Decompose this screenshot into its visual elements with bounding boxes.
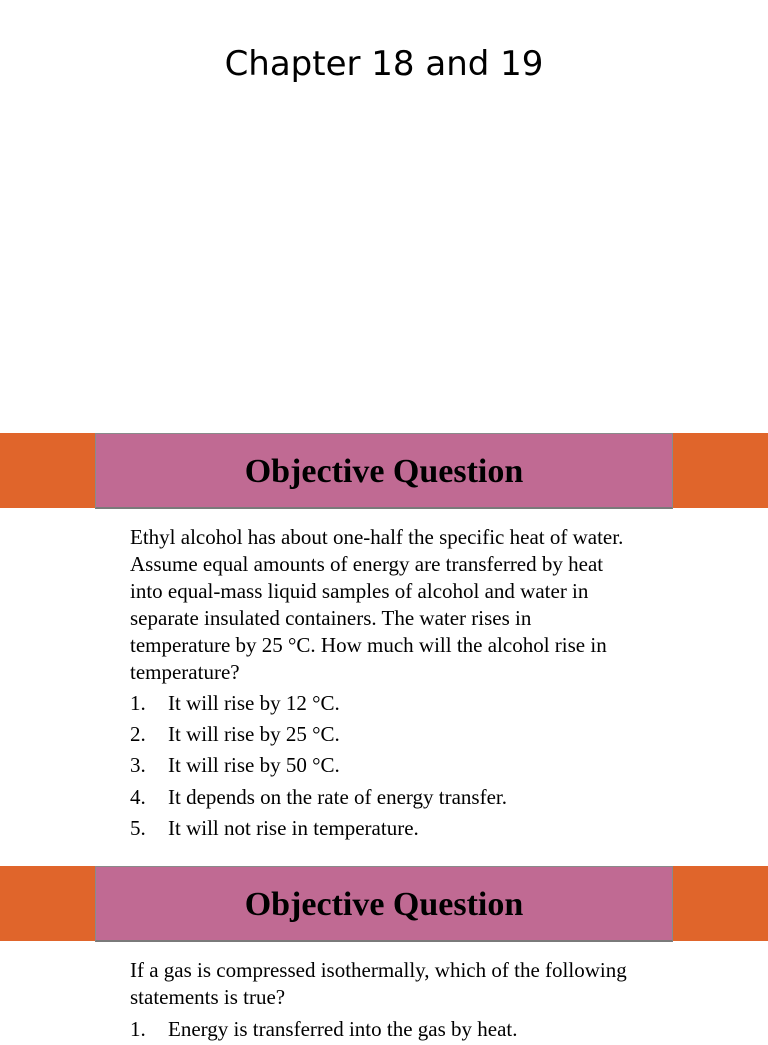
slide-header-box <box>95 866 673 942</box>
question-text: Ethyl alcohol has about one-half the specific heat of water. Assume equal amounts of energy are transferred by heat into equal-mass liquid samples of alcohol and water in separate insulated containers. The water rises in temperature by 25 °C. How much will the alcohol rise in temperature? <box>130 525 624 684</box>
option-text: It will rise by 50 °C. <box>168 753 340 778</box>
slide-header: Objective Question <box>244 453 524 490</box>
option-text: It will rise by 12 °C. <box>168 691 340 715</box>
slide-1 <box>0 433 768 866</box>
option-number: 1. <box>130 691 146 715</box>
answer-option <box>130 719 650 750</box>
answer-option <box>130 750 650 781</box>
option-number: 2. <box>130 722 146 747</box>
option-number: 1. <box>130 1017 146 1041</box>
slide-2 <box>0 866 768 1041</box>
slide-banner <box>0 433 768 508</box>
option-number: 5. <box>130 815 146 840</box>
answer-options <box>130 1014 650 1045</box>
option-number: 3. <box>130 753 146 778</box>
option-text: Energy is transferred into the gas by heat. <box>168 1017 518 1041</box>
slide-header-box <box>95 433 673 509</box>
option-text: It depends on the rate of energy transfer. <box>168 784 507 809</box>
answer-options <box>130 688 650 844</box>
answer-option <box>130 813 650 844</box>
slide-banner <box>0 866 768 941</box>
answer-option <box>130 1014 650 1045</box>
option-text: It will not rise in temperature. <box>168 815 419 840</box>
question-text: If a gas is compressed isothermally, which of the following statements is true? <box>130 958 627 1009</box>
option-number: 4. <box>130 784 146 809</box>
answer-option <box>130 782 650 813</box>
option-text: It will rise by 25 °C. <box>168 722 340 747</box>
page-title: Chapter 18 and 19 <box>224 44 544 84</box>
answer-option <box>130 688 650 719</box>
slide-header: Objective Question <box>244 886 524 923</box>
